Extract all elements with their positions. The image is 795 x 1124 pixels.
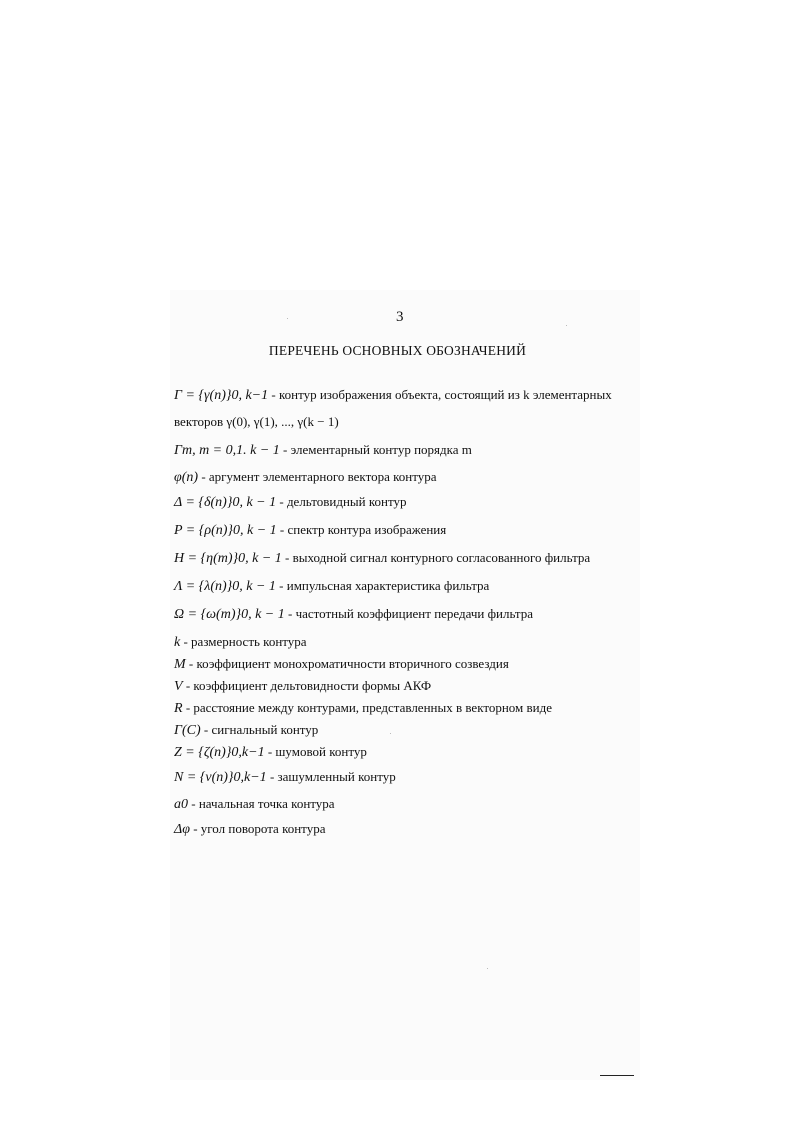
entry-text: - расстояние между контурами, представленных в векторном виде [182, 700, 553, 715]
footer-rule [600, 1075, 634, 1076]
scan-speck [487, 968, 488, 969]
entry-gamma-vectors [174, 413, 339, 431]
entry-M [174, 655, 509, 674]
entry-k [174, 633, 307, 652]
entry-delta [174, 493, 406, 512]
page-title: ПЕРЕЧЕНЬ ОСНОВНЫХ ОБОЗНАЧЕНИЙ [268, 343, 527, 358]
entry-eta [174, 549, 590, 568]
scan-speck [390, 733, 391, 734]
entry-formula: V [174, 679, 183, 694]
entry-a0 [174, 795, 335, 814]
entry-text: - частотный коэффициент передачи фильтра [284, 606, 534, 621]
entry-text: - шумовой контур [264, 744, 367, 759]
entry-formula: Ω = {ω(m)}0, k − 1 [174, 607, 285, 622]
entry-gamma-c [174, 721, 318, 740]
page-number: 3 [396, 309, 404, 325]
entry-text: - размерность контура [180, 634, 307, 649]
entry-R [174, 699, 552, 718]
entry-formula: M [174, 657, 186, 672]
entry-formula: P = {ρ(n)}0, k − 1 [174, 523, 277, 538]
entry-text: - коэффициент дельтовидности формы АКФ [182, 678, 432, 693]
entry-rho [174, 521, 446, 540]
entry-zeta [174, 743, 367, 762]
entry-lambda [174, 577, 489, 596]
entry-text: - спектр контура изображения [276, 522, 447, 537]
entry-formula: Γ = {γ(n)}0, k−1 [174, 388, 269, 403]
entry-gamma-contour [174, 386, 612, 405]
entry-formula: Z = {ζ(n)}0,k−1 [174, 745, 265, 760]
entry-formula: H = {η(m)}0, k − 1 [174, 551, 282, 566]
entry-gamma-m [174, 441, 472, 460]
entry-text: - выходной сигнал контурного согласованного фильтра [281, 550, 591, 565]
entry-text: - аргумент элементарного вектора контура [198, 469, 437, 484]
entry-text: - сигнальный контур [200, 722, 319, 737]
entry-formula: Λ = {λ(n)}0, k − 1 [174, 579, 276, 594]
entry-delta-phi [174, 820, 325, 839]
entry-formula: Δφ [174, 822, 190, 837]
entry-text: векторов γ(0), γ(1), ..., γ(k − 1) [174, 414, 339, 429]
entry-formula: Δ = {δ(n)}0, k − 1 [174, 495, 277, 510]
entry-text: - зашумленный контур [266, 769, 396, 784]
entry-text: - контур изображения объекта, состоящий из k элементарных [268, 387, 612, 402]
entry-text: - элементарный контур порядка m [279, 442, 472, 457]
entry-formula: Γ(C) [174, 723, 201, 738]
entry-formula: Γm, m = 0,1. k − 1 [174, 443, 280, 458]
entry-formula: a0 [174, 797, 188, 812]
scan-speck [287, 318, 288, 319]
entry-formula: k [174, 635, 181, 650]
entry-omega [174, 605, 533, 624]
scan-speck [566, 325, 567, 326]
entry-text: - начальная точка контура [188, 796, 335, 811]
entry-V [174, 677, 431, 696]
entry-phi-n [174, 468, 437, 487]
entry-formula: N = {ν(n)}0,k−1 [174, 770, 267, 785]
entry-nu [174, 768, 396, 787]
entry-text: - импульсная характеристика фильтра [275, 578, 490, 593]
entry-text: - коэффициент монохроматичности вторичного созвездия [185, 656, 509, 671]
entry-text: - угол поворота контура [189, 821, 326, 836]
entry-formula: R [174, 701, 183, 716]
entry-formula: φ(n) [174, 470, 199, 485]
entry-text: - дельтовидный контур [276, 494, 407, 509]
